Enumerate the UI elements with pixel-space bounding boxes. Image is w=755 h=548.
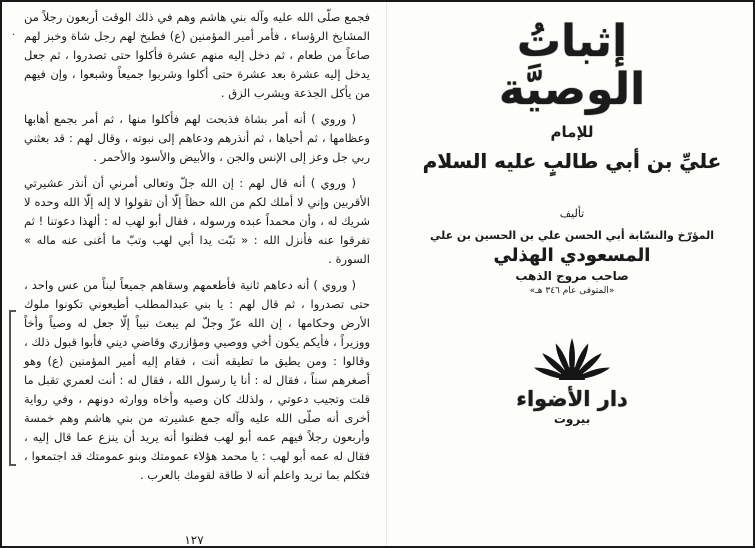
- publisher-fan-icon: [522, 330, 622, 386]
- book-title: [499, 18, 645, 113]
- publisher-city: بيروت: [553, 412, 591, 427]
- paragraph: ( وروي ) أنه دعاهم ثانية فأطعمهم وسقاهم جميعاً لبناً من عس واحد ، حتى تصدروا ، ثم قال لهم : يا بني عبدالمطلب أطيعوني تكونوا ملوك الأرض وحكامها ، إن الله عزّ وجلّ لم يبعث نبياً إلّا جعل له وصياً وأخاً ووزيراً ، فأيكم يكون أخي ووصيي ومؤازري وقاضي ديني فأبوا قبول ذلك ، وقالوا : ومن يطيق ما تطيقه أنت ، فقام إليه أمير المؤمنين (ع) وهو أصغرهم سناً ، فقال له : أنا يا رسول الله ، فقال له : أنت لعمري تقبل ما قلت وتجيب دعوتي ، ولذلك كان وصيه وأخاه ووارثه دونهم ، وفي رواية أخرى أنه صلّى الله عليه وآله جمع عشيرته من بني هاشم وهم خمسة وأربعون رجلاً فيهم عمه أبو لهب فظنوا أنه يريد أن ينزع عما قال إليه ، فقال له عمه أبو لهب : يا محمد هؤلاء عمومتك وبنو عمومتك قد اجتمعوا ، فتكلم بما تريد واعلم أنه لا طاقة لقومك بالعرب .: [24, 278, 370, 482]
- author-work-title: صاحب مروج الذهب: [515, 269, 629, 284]
- publisher-logo: [516, 330, 628, 426]
- dedication-label: للإمام: [550, 123, 594, 142]
- paragraph: ( وروي ) أنه أمر بشاة فذبحت لهم فأكلوا منها ، ثم أمر بجمع أهابها وعظامها ، ثم أحياها ، ثم أنذرهم ودعاهم إلى نبوته ، وقال لهم : قد بعثني ربي جل وعز إلى الإنس والجن ، والأبيض والأسود والأحمر .: [24, 112, 370, 164]
- author-lineage: المؤرّخ والنسّابة أبي الحسن علي بن الحسين بن علي: [429, 229, 715, 243]
- imam-name: عليِّ بن أبي طالبٍ عليه السلام: [422, 149, 722, 174]
- margin-mark: ·: [12, 30, 16, 41]
- left-page: [2, 2, 386, 548]
- author-name: المسعودي الهذلي: [493, 245, 651, 267]
- byline-label: تأليف: [559, 207, 585, 221]
- margin-bracket: [9, 310, 16, 466]
- author-death-note: «المتوفى عام ٣٤٦ هـ»: [529, 286, 615, 297]
- right-page: [387, 2, 755, 548]
- page-number: ١٢٧: [184, 533, 204, 547]
- paragraph: ( وروي ) أنه قال لهم : إن الله جلّ وتعالى أمرني أن أنذر عشيرتي الأقربين وإني لا أملك لكم من الله حظاً إلّا أن تقولوا لا إله إلّا الله وحده لا شريك له ، وأن محمداً عبده ورسوله ، فقال أبو لهب له : ألهذا دعوتنا ! ثم تفرقوا عنه فأنزل الله : « تبّت يدا أبي لهب وتبّ ما أغنى عنه ماله » السورة .: [24, 176, 370, 266]
- publisher-name: دار الأضواء: [516, 387, 628, 412]
- paragraph: فجمع صلّى الله عليه وآله بني هاشم وهم في ذلك الوقت أربعون رجلاً من المشايخ الرؤساء ، فأمر أمير المؤمنين (ع) فطبخ لهم رجل شاة وخبز لهم صاعاً من طعام ، ثم دخل إليه منهم عشرة فأكلوا حتى تصدروا ، ثم جعل يدخل إليه عشرة بعد عشرة حتى أكلوا وشربوا جميعاً وشبعوا ، وإن فيهم من يأكل الجذعة ويشرب الزق .: [24, 10, 370, 100]
- book-title-line2: الوصيَّة: [498, 63, 646, 115]
- book-title-line1: إثباتُ: [516, 16, 628, 67]
